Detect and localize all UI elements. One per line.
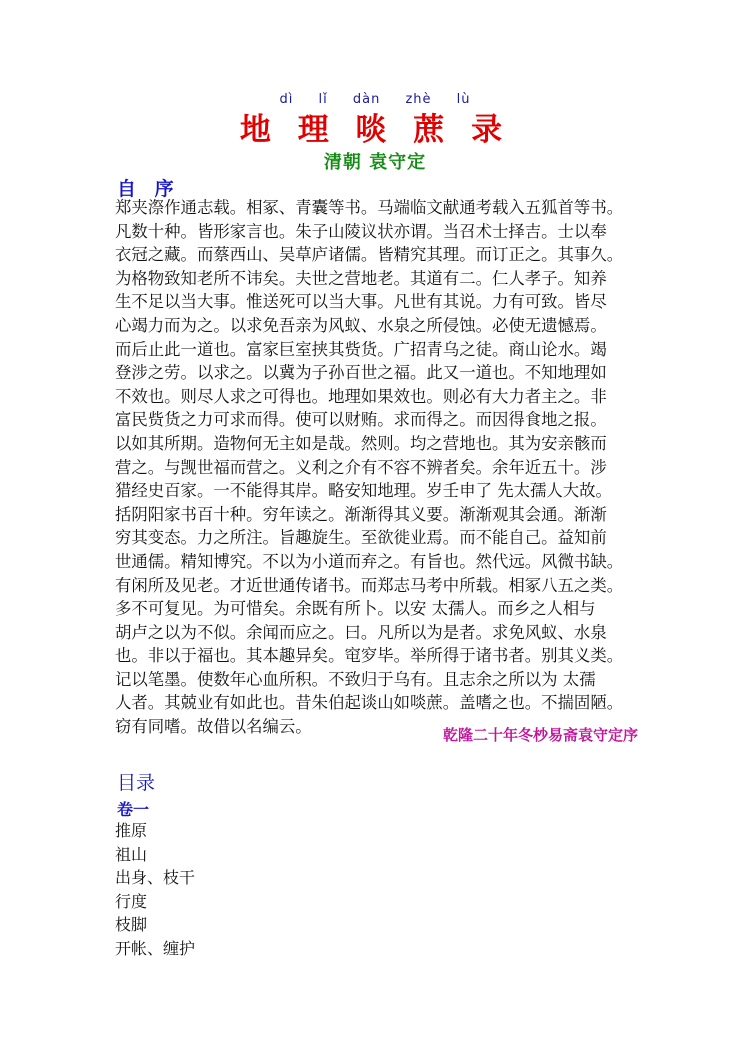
preface-line: 郑夹漈作通志载。相冢、青囊等书。马端临文献通考载入五狐首等书。: [115, 198, 624, 217]
preface-line: 登涉之劳。以求之。以冀为子孙百世之福。此又一道也。不知地理如: [115, 363, 607, 383]
preface-line: 胡卢之以为不似。余闻而应之。曰。凡所以为是者。求免风蚁、水泉: [115, 622, 607, 642]
toc-item[interactable]: 枝脚: [115, 915, 148, 935]
preface-line: 营之。与觊世福而营之。义利之介有不容不辨者矣。余年近五十。涉: [115, 457, 607, 477]
preface-line: 富民赀货之力可求而得。使可以财贿。求而得之。而因得食地之报。: [115, 410, 607, 430]
preface-heading: 自 序: [117, 178, 180, 200]
toc-item[interactable]: 行度: [115, 891, 148, 911]
preface-line: 以如其所期。造物何无主如是哉。然则。均之营地也。其为安亲骸而: [115, 433, 607, 453]
preface-line: 有闲所及见老。才近世通传诸书。而郑志马考中所载。相冢八五之类。: [115, 575, 624, 595]
toc-volume-heading: 卷一: [117, 800, 150, 819]
toc-item[interactable]: 推原: [115, 821, 148, 840]
preface-line: 生不足以当大事。惟送死可以当大事。凡世有其说。力有可致。皆尽: [115, 292, 607, 312]
title-pinyin: [0, 92, 750, 107]
pinyin-syllable: lù: [456, 92, 471, 107]
book-author: 清朝 袁守定: [323, 152, 427, 173]
preface-signature: 乾隆二十年冬杪易斋袁守定序: [442, 726, 638, 744]
preface-line: 也。非以于福也。其本趣异矣。窀穸毕。举所得于诸书者。别其义类。: [115, 646, 624, 666]
preface-line: 不效也。则尽人求之可得也。地理如果效也。则必有大力者主之。非: [115, 386, 607, 406]
toc-item[interactable]: 祖山: [115, 844, 148, 864]
preface-line: 穷其变态。力之所注。旨趣旋生。至欲徙业焉。而不能自己。益知前: [115, 528, 607, 548]
pinyin-syllable: lǐ: [318, 92, 328, 107]
preface-line: 为格物致知老所不讳矣。夫世之营地老。其道有二。仁人孝子。知养: [115, 268, 607, 288]
preface-line: 心竭力而为之。以求免吾亲为风蚁、水泉之所侵蚀。必使无遗憾焉。: [115, 315, 607, 335]
preface-line: 而后止此一道也。富家巨室挟其赀货。广招青乌之徒。商山论水。竭: [115, 339, 607, 359]
preface-line: 括阴阳家书百十种。穷年读之。渐渐得其义要。渐渐观其会通。渐渐: [115, 504, 607, 524]
preface-line: 多不可复见。为可惜矣。余既有所卜。以安 太孺人。而乡之人相与: [115, 599, 596, 619]
pinyin-syllable: dì: [279, 92, 294, 107]
preface-body: [115, 196, 645, 739]
preface-line: 世通儒。精知博究。不以为小道而弃之。有旨也。然代远。风微书缺。: [115, 551, 624, 571]
pinyin-syllable: dàn: [352, 92, 381, 107]
preface-line: 记以笔墨。使数年心血所积。不致归于乌有。且志余之所以为 太孺: [115, 669, 596, 689]
preface-line: 窃有同嗜。故借以名编云。: [115, 717, 312, 737]
toc-item[interactable]: 出身、枝干: [115, 868, 196, 888]
preface-line: 人者。其兢业有如此也。昔朱伯起谈山如啖蔗。盖嗜之也。不揣固陋。: [115, 693, 624, 713]
book-title: 地 理 啖 蔗 录: [239, 112, 511, 148]
toc-heading: 目录: [117, 772, 156, 794]
toc-item[interactable]: 开帐、缠护: [115, 938, 196, 958]
toc-list: [115, 819, 195, 961]
preface-line: 猎经史百家。一不能得其岸。略安知地理。岁壬申了 先太孺人大故。: [115, 481, 612, 501]
pinyin-syllable: zhè: [405, 92, 432, 107]
preface-line: 凡数十种。皆形家言也。朱子山陵议状亦谓。当召术士择吉。士以奉: [115, 221, 607, 241]
preface-line: 衣冠之藏。而蔡西山、吴草庐诸儒。皆精究其理。而订正之。其事久。: [115, 245, 624, 265]
